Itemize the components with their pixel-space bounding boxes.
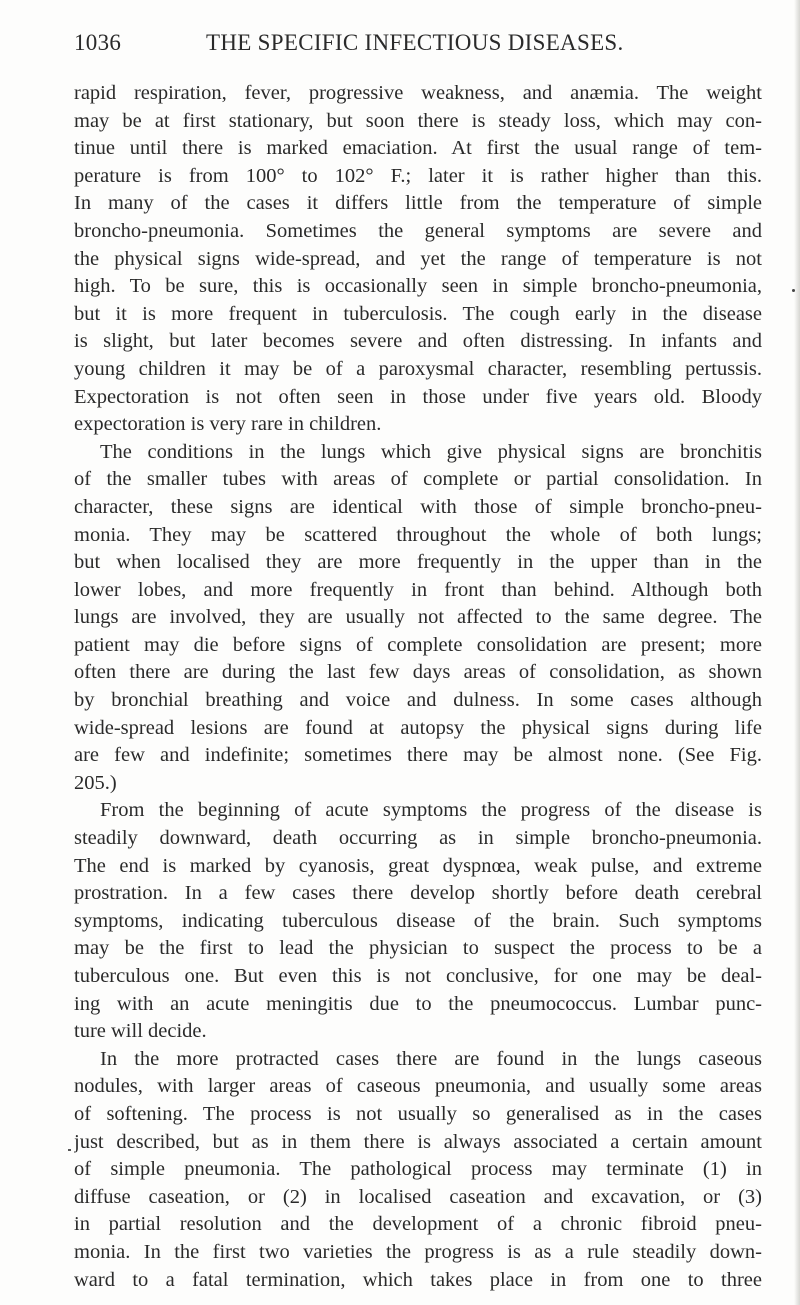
text-line: tinue until there is marked emaciation. At first the usual range of tem- xyxy=(74,137,762,160)
text-line: rapid respiration, fever, progressive weakness, and anæmia. The weight xyxy=(74,82,762,104)
page-edge-shadow xyxy=(794,0,800,1305)
text-line: patient may die before signs of complete consolidation are present; more xyxy=(74,633,762,656)
text-line: but it is more frequent in tuberculosis. The cough early in the disease xyxy=(74,302,762,325)
body-text xyxy=(74,80,762,1294)
text-line: monia. They may be scattered throughout the whole of both lungs; xyxy=(74,523,762,546)
text-line: but when localised they are more frequently in the upper than in the xyxy=(74,551,762,574)
text-line: The conditions in the lungs which give physical signs are bronchitis xyxy=(100,440,762,463)
text-line: 205.) xyxy=(74,771,117,794)
text-line: often there are during the last few days areas of consolidation, as shown xyxy=(74,661,762,684)
text-line: wide-spread lesions are found at autopsy the physical signs during life xyxy=(74,716,762,739)
text-line: lower lobes, and more frequently in front than behind. Although both xyxy=(74,578,762,601)
text-line: may be at first stationary, but soon there is steady loss, which may con- xyxy=(74,109,762,132)
text-line: the physical signs wide-spread, and yet the range of temperature is not xyxy=(74,247,762,270)
text-line: of the smaller tubes with areas of complete or partial consolidation. In xyxy=(74,468,762,491)
text-line: ture will decide. xyxy=(74,1020,207,1043)
text-line: steadily downward, death occurring as in simple broncho-pneumonia. xyxy=(74,827,762,850)
text-line: by bronchial breathing and voice and dulness. In some cases although xyxy=(74,689,762,712)
page-number: 1036 xyxy=(74,30,122,55)
text-line: character, these signs are identical with those of simple broncho-pneu- xyxy=(74,495,762,518)
printing-speck xyxy=(68,1149,71,1151)
text-line: monia. In the first two varieties the progress is as a rule steadily down- xyxy=(74,1240,762,1263)
text-line: just described, but as in them there is always associated a certain amount xyxy=(74,1130,762,1153)
text-line: high. To be sure, this is occasionally seen in simple broncho-pneumonia, xyxy=(74,275,762,298)
text-line: of softening. The process is not usually so generalised as in the cases xyxy=(74,1102,762,1125)
text-line: nodules, with larger areas of caseous pneumonia, and usually some areas xyxy=(74,1075,762,1098)
text-line: of simple pneumonia. The pathological process may terminate (1) in xyxy=(74,1158,762,1181)
text-line: in partial resolution and the development of a chronic fibroid pneu- xyxy=(74,1213,762,1236)
text-line: In the more protracted cases there are found in the lungs caseous xyxy=(100,1047,762,1070)
text-line: expectoration is very rare in children. xyxy=(74,413,382,436)
text-line: young children it may be of a paroxysmal character, resembling pertussis. xyxy=(74,357,762,380)
page-header xyxy=(74,30,764,60)
text-line: In many of the cases it differs little from the temperature of simple xyxy=(74,192,762,215)
text-line: is slight, but later becomes severe and often distressing. In infants and xyxy=(74,330,762,353)
text-line: perature is from 100° to 102° F.; later it is rather higher than this. xyxy=(74,164,762,187)
text-line: The end is marked by cyanosis, great dyspnœa, weak pulse, and extreme xyxy=(74,854,762,877)
running-title: THE SPECIFIC INFECTIOUS DISEASES. xyxy=(206,30,624,55)
text-line: lungs are involved, they are usually not affected to the same degree. The xyxy=(74,606,762,629)
text-line: symptoms, indicating tuberculous disease of the brain. Such symptoms xyxy=(74,909,762,932)
text-line: diffuse caseation, or (2) in localised caseation and excavation, or (3) xyxy=(74,1185,762,1208)
text-line: broncho-pneumonia. Sometimes the general symptoms are severe and xyxy=(74,219,762,242)
text-line: Expectoration is not often seen in those under five years old. Bloody xyxy=(74,385,762,408)
text-line: tuberculous one. But even this is not conclusive, for one may be deal- xyxy=(74,965,762,987)
printing-speck xyxy=(792,289,795,292)
text-line: prostration. In a few cases there develop shortly before death cerebral xyxy=(74,882,762,905)
text-line: are few and indefinite; sometimes there may be almost none. (See Fig. xyxy=(74,744,762,767)
text-line: ward to a fatal termination, which takes place in from one to three xyxy=(74,1268,762,1291)
text-line: ing with an acute meningitis due to the pneumococcus. Lumbar punc- xyxy=(74,992,762,1015)
text-line: may be the first to lead the physician to suspect the process to be a xyxy=(74,937,762,960)
text-line: From the beginning of acute symptoms the progress of the disease is xyxy=(100,799,762,822)
